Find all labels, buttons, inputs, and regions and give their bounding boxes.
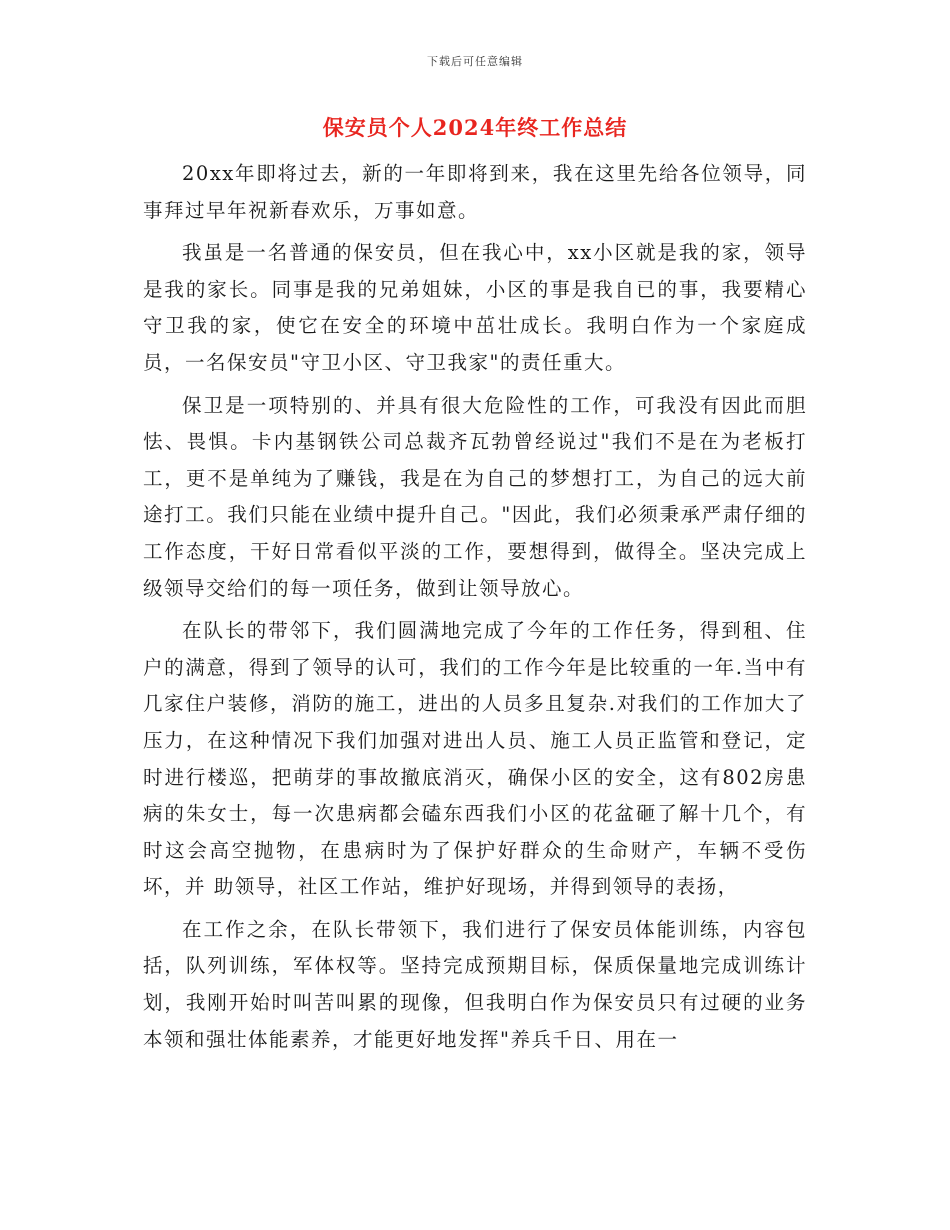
paragraph-2: 我虽是一名普通的保安员，但在我心中，xx小区就是我的家，领导是我的家长。同事是我的兄弟姐妹，小区的事是我自已的事，我要精心守卫我的家，使它在安全的环境中茁壮成长。我明白作为一个家庭成员，一名保安员"守卫小区、守卫我家"的责任重大。 bbox=[143, 241, 807, 374]
document-title: 保安员个人2024年终工作总结 bbox=[322, 115, 628, 140]
paragraph-5: 在工作之余，在队长带领下，我们进行了保安员体能训练，内容包括，队列训练，军体权等。坚持完成预期目标，保质保量地完成训练计划，我刚开始时叫苦叫累的现像，但我明白作为保安员只有过硬的业务本领和强壮体能素养，才能更好地发挥"养兵千日、用在一 bbox=[143, 917, 807, 1051]
header-note: 下载后可任意编辑 bbox=[427, 55, 523, 68]
paragraph-3: 保卫是一项特别的、并具有很大危险性的工作，可我没有因此而胆怯、畏惧。卡内基钢铁公司总裁齐瓦勃曾经说过"我们不是在为老板打工，更不是单纯为了赚钱，我是在为自己的梦想打工，为自己的远大前途打工。我们只能在业绩中提升自己。"因此，我们必须秉承严肃仔细的工作态度，干好日常看似平淡的工作，要想得到，做得全。坚决完成上级领导交给们的每一项任务，做到让领导放心。 bbox=[143, 393, 807, 600]
document-body bbox=[143, 156, 807, 1064]
paragraph-4: 在队长的带邻下，我们圆满地完成了今年的工作任务，得到租、住户的满意，得到了领导的认可，我们的工作今年是比较重的一年.当中有几家住户装修，消防的施工，进出的人员多且复杂.对我们的工作加大了压力，在这种情况下我们加强对进出人员、施工人员正监管和登记，定时进行楼巡，把萌芽的事故撤底消灭，确保小区的安全，这有802房患病的朱女士，每一次患病都会磕东西我们小区的花盆砸了解十几个，有时这会高空抛物，在患病时为了保护好群众的生命财产，车辆不受伤坏，并 助领导，社区工作站，维护好现场，并得到领导的表扬， bbox=[143, 619, 807, 899]
paragraph-1: 20xx年即将过去，新的一年即将到来，我在这里先给各位领导，同事拜过早年祝新春欢乐，万事如意。 bbox=[143, 162, 807, 222]
